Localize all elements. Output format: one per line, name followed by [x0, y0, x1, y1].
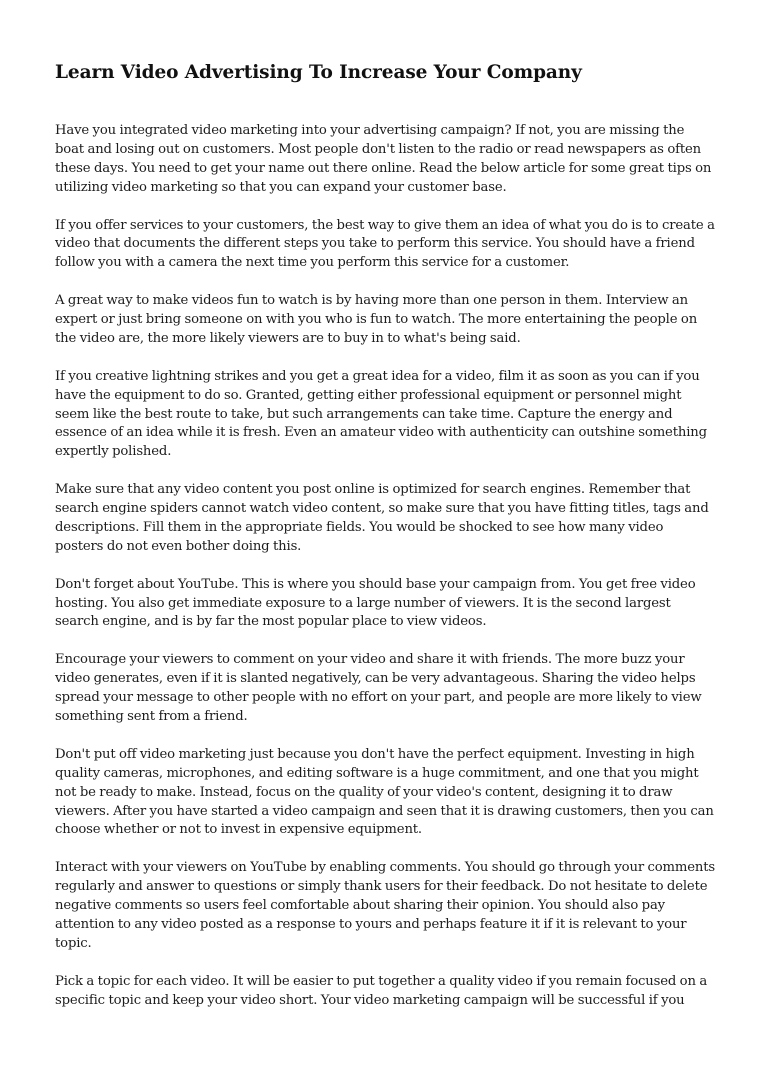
- paragraph-2: If you offer services to your customers, the best way to give them an idea of what you do is to create a video that documents the different steps you take to perform this service. You should have a friend follow you with a camera the next time you perform this service for a customer.: [55, 217, 715, 271]
- paragraph-8: Don't put off video marketing just because you don't have the perfect equipment. Investing in high quality cameras, microphones, and editing software is a huge commitment, and one that you might not be ready to make. Instead, focus on the quality of your video's content, designing it to draw viewers. After you have started a video campaign and seen that it is drawing customers, then you can choose whether or not to invest in expensive equipment.: [55, 746, 714, 838]
- paragraph-5: Make sure that any video content you post online is optimized for search engines. Remember that search engine spiders cannot watch video content, so make sure that you have fitting titles, tags and descriptions. Fill them in the appropriate fields. You would be shocked to see how many video posters do not even bother doing this.: [55, 482, 709, 554]
- document-title: Learn Video Advertising To Increase Your Company: [55, 62, 582, 83]
- paragraph-3: A great way to make videos fun to watch is by having more than one person in them. Interview an expert or just bring someone on with you who is fun to watch. The more entertaining the people on the video are, the more likely viewers are to buy in to what's being said.: [55, 293, 698, 346]
- paragraph-6: Don't forget about YouTube. This is where you should base your campaign from. You get free video hosting. You also get immediate exposure to a large number of viewers. It is the second largest search engine, and is by far the most popular place to view videos.: [55, 576, 696, 630]
- paragraph-10: Pick a topic for each video. It will be easier to put together a quality video if you remain focused on a specific topic and keep your video short. Your video marketing campaign will be successful if you: [55, 973, 708, 1008]
- paragraph-9: Interact with your viewers on YouTube by enabling comments. You should go through your comments regularly and answer to questions or simply thank users for their feedback. Do not hesitate to delete negative comments so users feel comfortable about sharing their opinion. You should also pay attention to any video posted as a response to yours and perhaps feature it if it is relevant to your topic.: [55, 860, 716, 951]
- paragraph-1: Have you integrated video marketing into your advertising campaign? If not, you are missing the boat and losing out on customers. Most people don't listen to the radio or read newspapers as often these days. You need to get your name out there online. Read the below article for some great tips on utilizing video marketing so that you can expand your customer base.: [55, 123, 712, 195]
- document-page: [55, 60, 715, 1029]
- paragraph-4: If you creative lightning strikes and you get a great idea for a video, film it as soon as you can if you have the equipment to do so. Granted, getting either professional equipment or personnel might seem like the best route to take, but such arrangements can take time. Capture the energy and essence of an idea while it is fresh. Even an amateur video with authenticity can outshine something expertly polished.: [55, 368, 707, 460]
- paragraph-7: Encourage your viewers to comment on your video and share it with friends. The more buzz your video generates, even if it is slanted negatively, can be very advantageous. Sharing the video helps spread your message to other people with no effort on your part, and people are more likely to view something sent from a friend.: [55, 652, 702, 724]
